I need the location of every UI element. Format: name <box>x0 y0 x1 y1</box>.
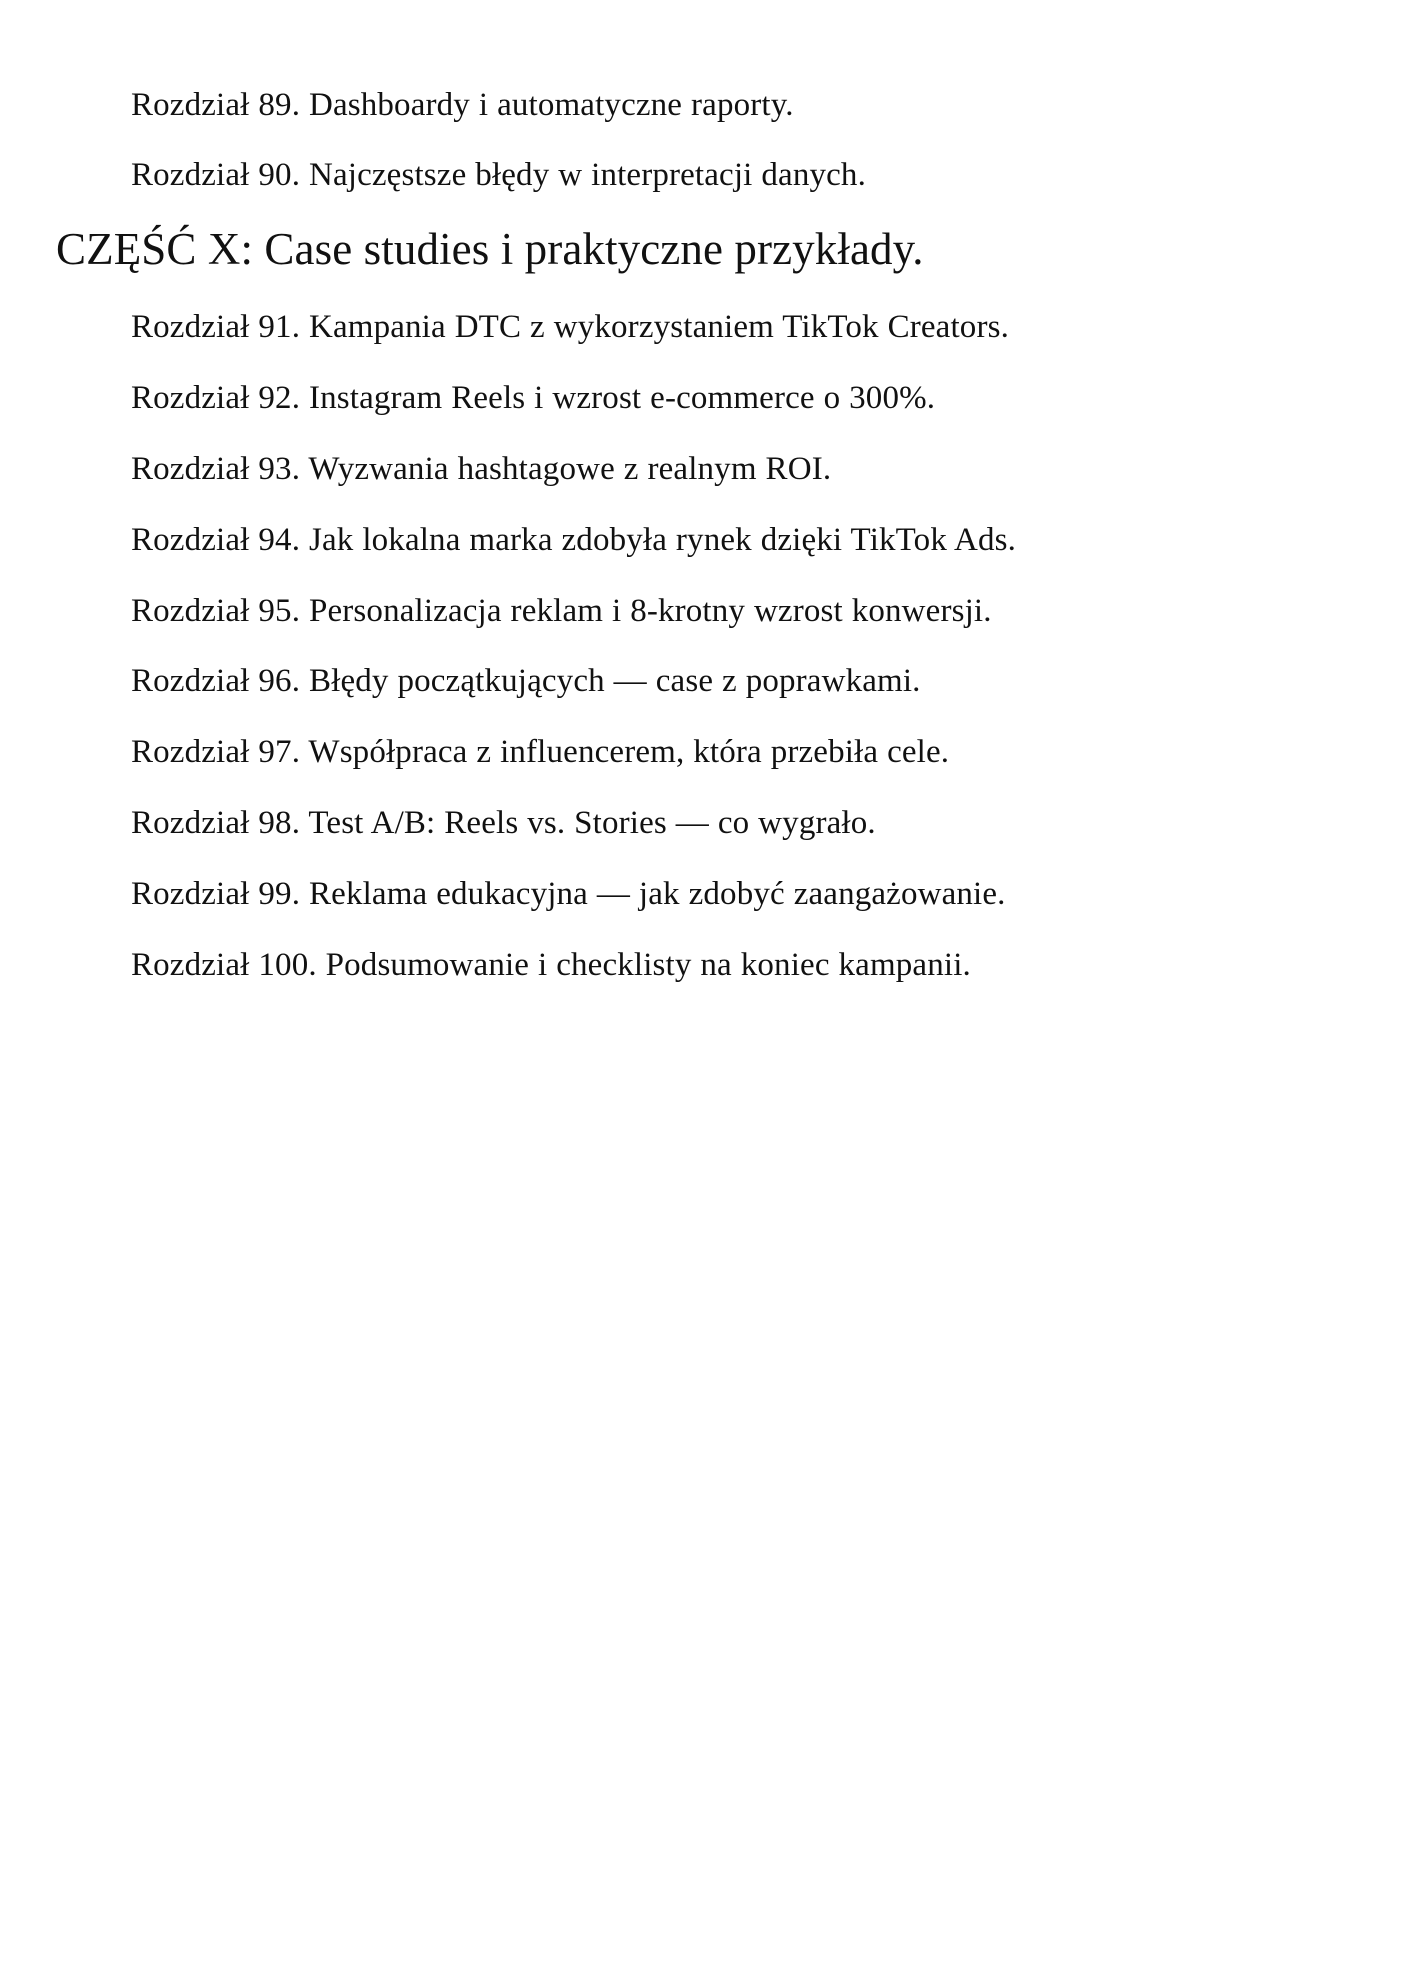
toc-entry-chapter-95: Rozdział 95. Personalizacja reklam i 8-krotny wzrost konwersji. <box>131 593 992 629</box>
part-heading: CZĘŚĆ X: Case studies i praktyczne przykłady. <box>56 224 924 274</box>
toc-entry-chapter-91: Rozdział 91. Kampania DTC z wykorzystaniem TikTok Creators. <box>131 309 1009 345</box>
toc-entry-chapter-96: Rozdział 96. Błędy początkujących — case z poprawkami. <box>131 663 921 699</box>
toc-entry-chapter-90: Rozdział 90. Najczęstsze błędy w interpretacji danych. <box>131 157 866 193</box>
toc-entry-chapter-100: Rozdział 100. Podsumowanie i checklisty na koniec kampanii. <box>131 947 971 983</box>
toc-entry-chapter-99: Rozdział 99. Reklama edukacyjna — jak zdobyć zaangażowanie. <box>131 876 1006 912</box>
toc-entry-chapter-98: Rozdział 98. Test A/B: Reels vs. Stories — co wygrało. <box>131 805 876 841</box>
toc-entry-chapter-92: Rozdział 92. Instagram Reels i wzrost e-commerce o 300%. <box>131 380 936 416</box>
toc-entry-chapter-89: Rozdział 89. Dashboardy i automatyczne raporty. <box>131 87 794 123</box>
toc-entry-chapter-97: Rozdział 97. Współpraca z influencerem, która przebiła cele. <box>131 734 950 770</box>
toc-entry-chapter-94: Rozdział 94. Jak lokalna marka zdobyła rynek dzięki TikTok Ads. <box>131 522 1017 558</box>
toc-entry-chapter-93: Rozdział 93. Wyzwania hashtagowe z realnym ROI. <box>131 451 832 487</box>
